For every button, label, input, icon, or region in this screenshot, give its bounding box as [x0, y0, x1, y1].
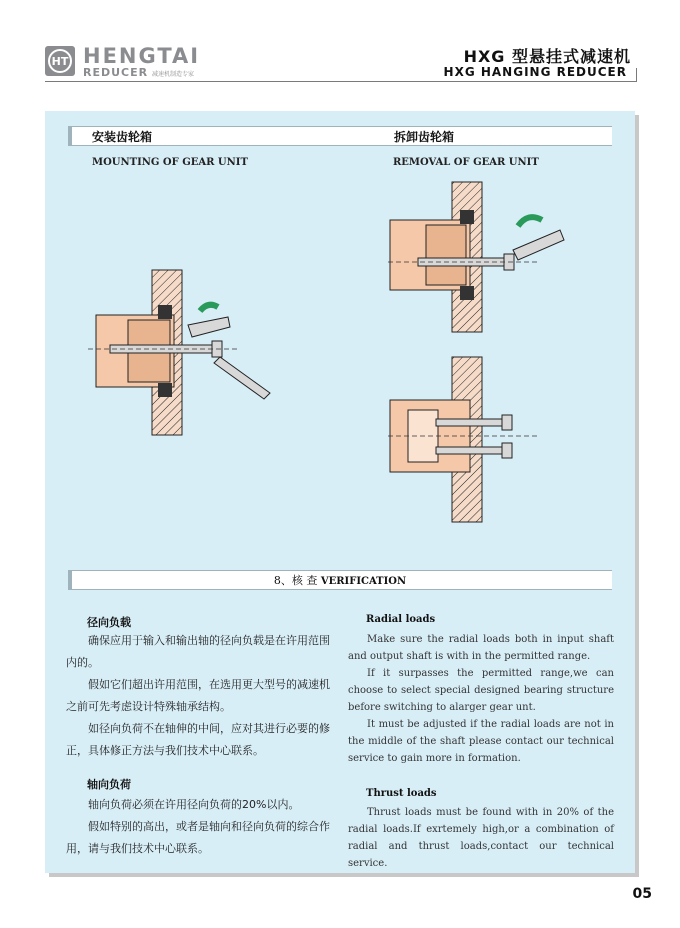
- mounting-title-cn: 安装齿轮箱: [92, 130, 153, 144]
- brand-name: HENGTAI: [83, 44, 201, 68]
- page-title-en: HXG HANGING REDUCER: [443, 65, 627, 79]
- verification-number-cn: 8、核 查: [273, 574, 318, 587]
- radial-p3-cn: 如径向负荷不在轴伸的中间，应对其进行必要的修正，具体修正方法与我们技术中心联系。: [66, 722, 330, 757]
- verification-heading: [68, 572, 612, 588]
- bar-accent: [68, 127, 72, 145]
- thrust-title-cn: 轴向负荷: [87, 778, 131, 791]
- hengtai-logo-icon: [45, 46, 75, 76]
- mounting-drawing: [88, 265, 308, 445]
- verification-title-en: VERIFICATION: [320, 576, 407, 587]
- radial-p1-cn: 确保应用于输入和输出轴的径向负载是在许用范围内的。: [66, 634, 330, 669]
- removal-title-en: REMOVAL OF GEAR UNIT: [393, 157, 539, 168]
- header-divider-tick: [636, 68, 637, 82]
- thrust-p2-cn: 假如特别的高出，或者是轴向和径向负荷的综合作用，请与我们技术中心联系。: [66, 820, 330, 855]
- brand-sub: REDUCER: [83, 66, 149, 79]
- page-number: 05: [632, 886, 652, 902]
- thrust-p1-cn: 轴向负荷必须在许用径向负荷的20%以内。: [88, 798, 300, 811]
- radial-title-en: Radial loads: [366, 614, 436, 625]
- thrust-title-en: Thrust loads: [366, 788, 437, 799]
- header-divider: [45, 81, 637, 82]
- brand-tagline: 减速机制造专家: [152, 71, 195, 78]
- radial-p1-en: Make sure the radial loads both in input shaft and output shaft is with in the permitted range.: [348, 634, 614, 662]
- page-title-cn: HXG 型悬挂式减速机: [463, 47, 631, 66]
- svg-text:HT: HT: [51, 55, 69, 68]
- mounting-title-en: MOUNTING OF GEAR UNIT: [92, 157, 248, 168]
- section-bar-gear-unit: [68, 126, 612, 146]
- removal-title-cn: 拆卸齿轮箱: [394, 130, 455, 144]
- removal-drawing-2: [388, 355, 558, 530]
- thrust-p1-en: Thrust loads must be found with in 20% of the radial loads.If exrtemely high,or a combination of radial and thrust loads,contact our technical service.: [348, 807, 614, 869]
- radial-p2-en: If it surpasses the permitted range,we can choose to select special designed bearing structure before switching to alarger gear unt.: [348, 668, 614, 713]
- radial-title-cn: 径向负载: [87, 616, 131, 629]
- radial-p3-en: It must be adjusted if the radial loads are not in the middle of the shaft please contact our technical service to gain more in formation.: [348, 719, 614, 764]
- radial-p2-cn: 假如它们超出许用范围，在选用更大型号的减速机之前可先考虑设计特殊轴承结构。: [66, 678, 330, 713]
- removal-drawing-1: [388, 180, 588, 340]
- section-bar-verification: [68, 570, 612, 590]
